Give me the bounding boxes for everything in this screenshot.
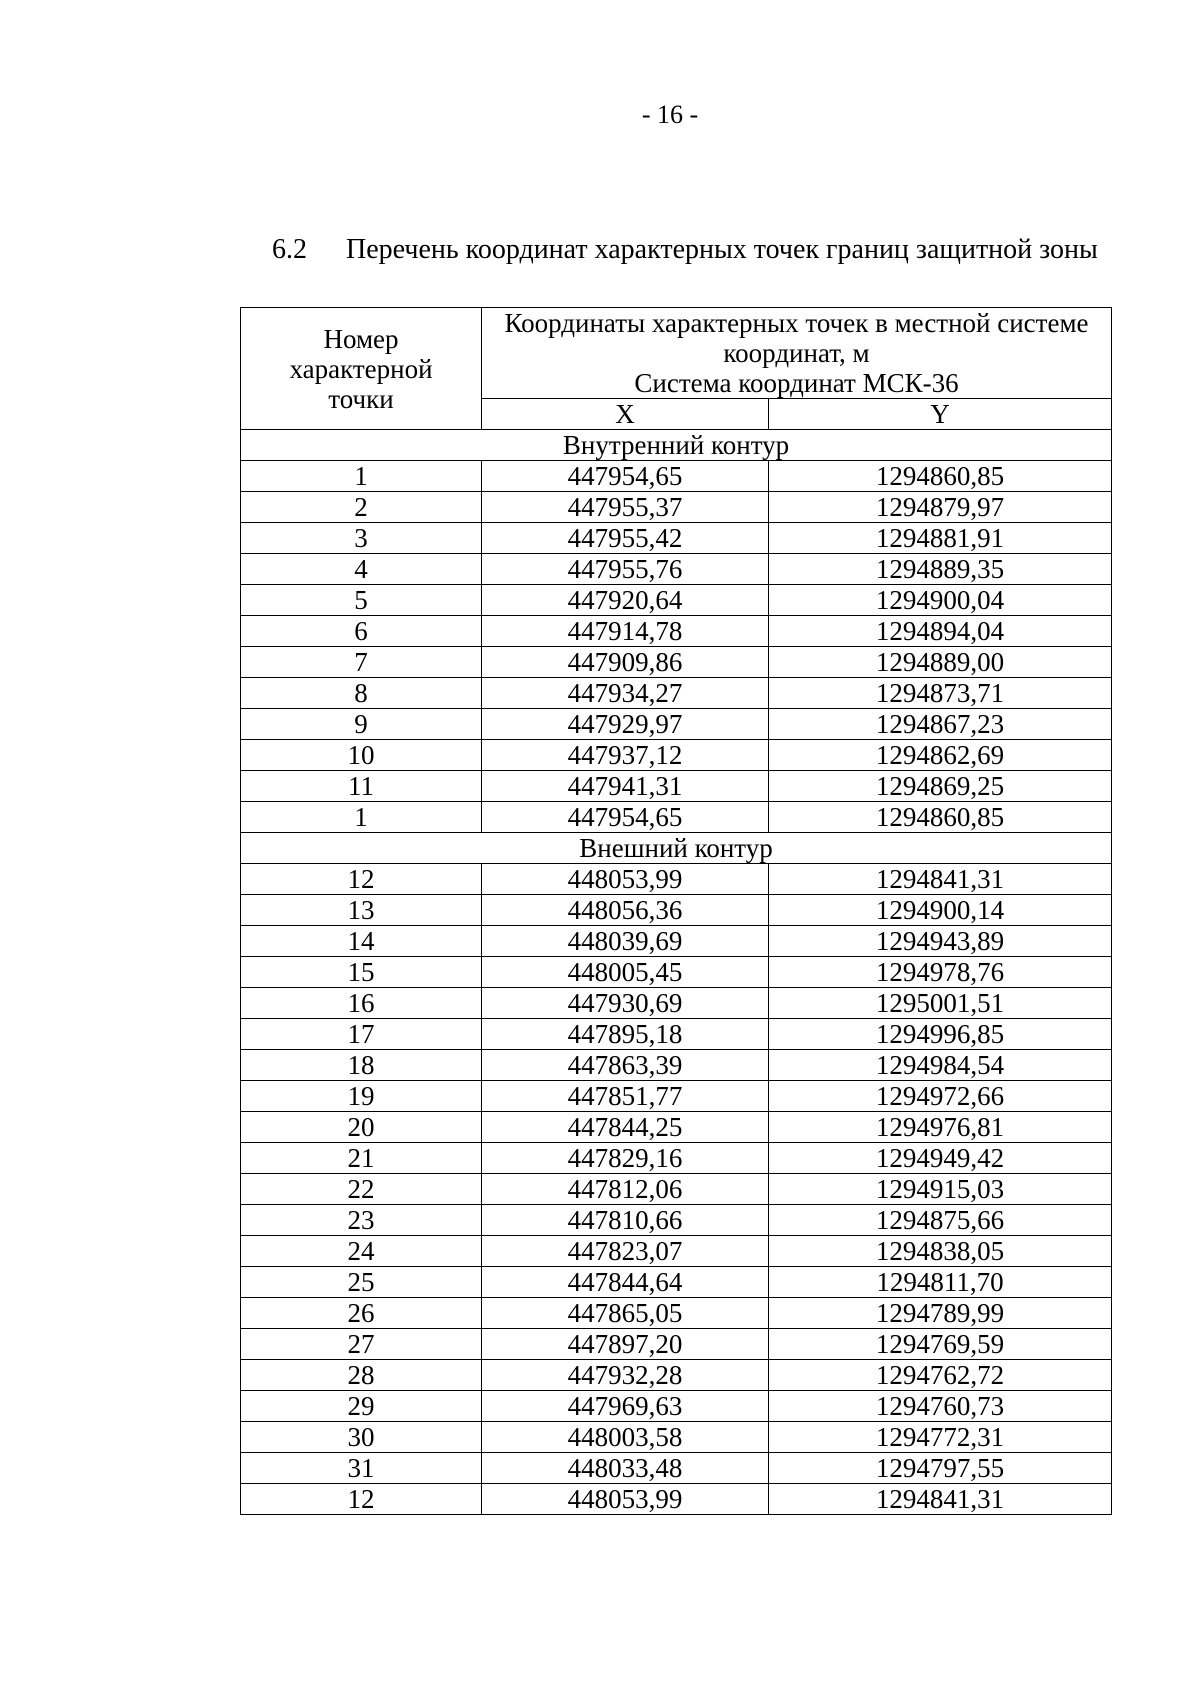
table-row [241,864,1112,895]
y-coordinate-cell: 1294900,04 [769,585,1112,616]
x-coordinate-cell: 448053,99 [482,864,769,895]
point-number-cell: 12 [241,864,482,895]
point-number-cell: 8 [241,678,482,709]
point-number-cell: 19 [241,1081,482,1112]
y-coordinate-cell: 1294915,03 [769,1174,1112,1205]
y-coordinate-cell: 1294889,00 [769,647,1112,678]
table-row [241,585,1112,616]
y-coordinate-cell: 1294869,25 [769,771,1112,802]
x-coordinate-cell: 447895,18 [482,1019,769,1050]
table-row [241,1484,1112,1515]
table-row [241,1453,1112,1484]
x-coordinate-cell: 447969,63 [482,1391,769,1422]
table-row [241,1236,1112,1267]
table-row [241,1143,1112,1174]
section-number: 6.2 [272,234,307,265]
y-coordinate-cell: 1294976,81 [769,1112,1112,1143]
table-row [241,926,1112,957]
point-number-cell: 28 [241,1360,482,1391]
y-coordinate-cell: 1294873,71 [769,678,1112,709]
inner-contour-label: Внутренний контур [241,430,1112,461]
table-row [241,771,1112,802]
table-row [241,1081,1112,1112]
header-point-number [241,308,482,430]
point-number-cell: 29 [241,1391,482,1422]
point-number-cell: 1 [241,802,482,833]
table-row [241,1112,1112,1143]
point-number-cell: 11 [241,771,482,802]
point-number-cell: 20 [241,1112,482,1143]
header-coords-line: координат, м [723,338,870,368]
table-row [241,554,1112,585]
outer-contour-label: Внешний контур [241,833,1112,864]
x-coordinate-cell: 447829,16 [482,1143,769,1174]
x-coordinate-cell: 448005,45 [482,957,769,988]
x-coordinate-cell: 447909,86 [482,647,769,678]
table-row [241,1391,1112,1422]
y-coordinate-cell: 1294860,85 [769,802,1112,833]
x-coordinate-cell: 447863,39 [482,1050,769,1081]
point-number-cell: 27 [241,1329,482,1360]
point-number-cell: 6 [241,616,482,647]
y-coordinate-cell: 1295001,51 [769,988,1112,1019]
table-row [241,616,1112,647]
point-number-cell: 17 [241,1019,482,1050]
y-coordinate-cell: 1294949,42 [769,1143,1112,1174]
point-number-cell: 26 [241,1298,482,1329]
table-row [241,988,1112,1019]
point-number-cell: 4 [241,554,482,585]
page-number: - 16 - [641,100,699,129]
point-number-cell: 10 [241,740,482,771]
x-coordinate-cell: 448053,99 [482,1484,769,1515]
x-coordinate-cell: 447937,12 [482,740,769,771]
point-number-cell: 30 [241,1422,482,1453]
table-body [241,430,1112,1515]
y-coordinate-cell: 1294769,59 [769,1329,1112,1360]
y-coordinate-cell: 1294996,85 [769,1019,1112,1050]
table-row [241,1019,1112,1050]
y-coordinate-cell: 1294772,31 [769,1422,1112,1453]
x-coordinate-cell: 447934,27 [482,678,769,709]
x-coordinate-cell: 447810,66 [482,1205,769,1236]
table-row [241,678,1112,709]
point-number-cell: 1 [241,461,482,492]
point-number-cell: 31 [241,1453,482,1484]
header-coords-line: Система координат МСК-36 [634,368,959,398]
x-coordinate-cell: 447897,20 [482,1329,769,1360]
table-row [241,523,1112,554]
header-point-line: характерной [289,353,433,384]
x-coordinate-cell: 447955,42 [482,523,769,554]
y-coordinate-cell: 1294862,69 [769,740,1112,771]
table-row [241,492,1112,523]
y-coordinate-cell: 1294889,35 [769,554,1112,585]
x-coordinate-cell: 447812,06 [482,1174,769,1205]
point-number-cell: 23 [241,1205,482,1236]
x-coordinate-cell: 448033,48 [482,1453,769,1484]
table-row [241,1174,1112,1205]
table-row [241,1298,1112,1329]
point-number-cell: 13 [241,895,482,926]
x-coordinate-cell: 447954,65 [482,461,769,492]
table-row [241,1267,1112,1298]
y-coordinate-cell: 1294762,72 [769,1360,1112,1391]
point-number-cell: 12 [241,1484,482,1515]
x-coordinate-cell: 447930,69 [482,988,769,1019]
point-number-cell: 5 [241,585,482,616]
point-number-cell: 16 [241,988,482,1019]
y-coordinate-cell: 1294978,76 [769,957,1112,988]
point-number-cell: 22 [241,1174,482,1205]
y-coordinate-cell: 1294841,31 [769,1484,1112,1515]
y-coordinate-cell: 1294972,66 [769,1081,1112,1112]
y-coordinate-cell: 1294875,66 [769,1205,1112,1236]
point-number-cell: 7 [241,647,482,678]
x-coordinate-cell: 448039,69 [482,926,769,957]
x-coordinate-cell: 447865,05 [482,1298,769,1329]
point-number-cell: 15 [241,957,482,988]
section-title-text: Перечень координат характерных точек границ защитной зоны [346,234,1098,265]
x-coordinate-cell: 447823,07 [482,1236,769,1267]
y-coordinate-cell: 1294841,31 [769,864,1112,895]
x-coordinate-cell: 447955,76 [482,554,769,585]
point-number-cell: 14 [241,926,482,957]
table-row [241,647,1112,678]
table-row [241,895,1112,926]
table-row [241,957,1112,988]
y-coordinate-cell: 1294860,85 [769,461,1112,492]
coordinates-table [240,307,1112,1515]
y-coordinate-cell: 1294984,54 [769,1050,1112,1081]
point-number-cell: 3 [241,523,482,554]
x-coordinate-cell: 447844,64 [482,1267,769,1298]
y-coordinate-cell: 1294879,97 [769,492,1112,523]
table-row [241,461,1112,492]
header-coordinates [482,308,1112,399]
section-row-inner [241,430,1112,461]
table-row [241,1050,1112,1081]
table-row [241,1360,1112,1391]
y-coordinate-cell: 1294789,99 [769,1298,1112,1329]
x-coordinate-cell: 447929,97 [482,709,769,740]
header-x: X [482,399,769,430]
y-coordinate-cell: 1294881,91 [769,523,1112,554]
x-coordinate-cell: 447914,78 [482,616,769,647]
section-title [272,234,1098,266]
x-coordinate-cell: 447954,65 [482,802,769,833]
point-number-cell: 18 [241,1050,482,1081]
point-number-cell: 24 [241,1236,482,1267]
y-coordinate-cell: 1294943,89 [769,926,1112,957]
table-row [241,802,1112,833]
table-row [241,740,1112,771]
point-number-cell: 25 [241,1267,482,1298]
header-y: Y [769,399,1112,430]
y-coordinate-cell: 1294838,05 [769,1236,1112,1267]
x-coordinate-cell: 447851,77 [482,1081,769,1112]
y-coordinate-cell: 1294867,23 [769,709,1112,740]
point-number-cell: 9 [241,709,482,740]
section-row-outer [241,833,1112,864]
table-row [241,709,1112,740]
x-coordinate-cell: 447920,64 [482,585,769,616]
table-row [241,1205,1112,1236]
point-number-cell: 21 [241,1143,482,1174]
y-coordinate-cell: 1294900,14 [769,895,1112,926]
header-point-line: Номер [323,323,399,354]
y-coordinate-cell: 1294811,70 [769,1267,1112,1298]
x-coordinate-cell: 448003,58 [482,1422,769,1453]
table-header-row [241,308,1112,399]
y-coordinate-cell: 1294760,73 [769,1391,1112,1422]
table-row [241,1329,1112,1360]
x-coordinate-cell: 448056,36 [482,895,769,926]
y-coordinate-cell: 1294797,55 [769,1453,1112,1484]
point-number-cell: 2 [241,492,482,523]
table-row [241,1422,1112,1453]
y-coordinate-cell: 1294894,04 [769,616,1112,647]
header-point-line: точки [328,383,394,414]
header-coords-line: Координаты характерных точек в местной системе [504,308,1089,338]
x-coordinate-cell: 447844,25 [482,1112,769,1143]
x-coordinate-cell: 447955,37 [482,492,769,523]
x-coordinate-cell: 447932,28 [482,1360,769,1391]
x-coordinate-cell: 447941,31 [482,771,769,802]
